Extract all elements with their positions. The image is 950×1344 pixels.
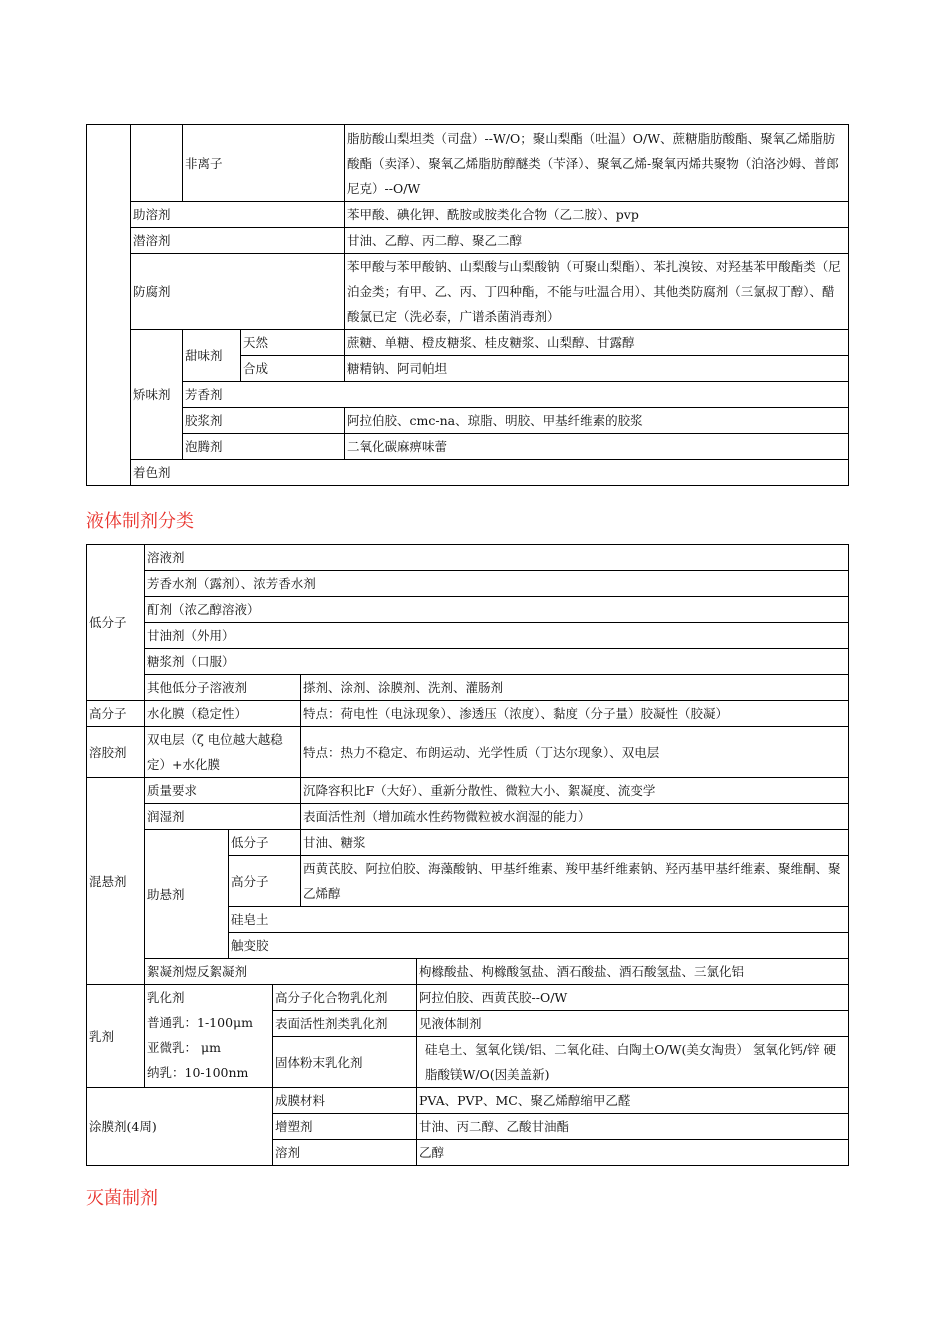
suspension-label: 混悬剂 (87, 778, 145, 985)
wetting-agent-label: 润湿剂 (145, 804, 301, 830)
table1-blank-cell (131, 125, 183, 202)
high-molecular-label: 高分子 (87, 701, 145, 727)
tincture-label: 酊剂（浓乙醇溶液） (145, 597, 849, 623)
synthetic-desc: 糖精钠、阿司帕坦 (345, 356, 849, 382)
solid-powder-emulsifier-desc: 硅皂土、氢氧化镁/铝、二氧化硅、白陶土O/W(美女淘贵） 氢氧化钙/锌 硬脂酸镁W/O(因美盖新) (417, 1037, 849, 1088)
bentonite-label: 硅皂土 (229, 907, 849, 933)
other-solution-label: 其他低分子溶液剂 (145, 675, 301, 701)
section-heading-sterile: 灭菌制剂 (86, 1188, 158, 1209)
emulsifier-cell (145, 985, 273, 1088)
synthetic-label: 合成 (241, 356, 345, 382)
emulsifier-label: 乳化剂 (147, 990, 185, 1005)
film-material-desc: PVA、PVP、MC、聚乙烯醇缩甲乙醛 (417, 1088, 849, 1114)
high-molecular-desc: 特点：荷电性（电泳现象）、渗透压（浓度）、黏度（分子量）胶凝性（胶凝） (301, 701, 849, 727)
natural-label: 天然 (241, 330, 345, 356)
polymer-emulsifier-label: 高分子化合物乳化剂 (273, 985, 417, 1011)
syrup-label: 糖浆剂（口服） (145, 649, 849, 675)
film-coating-label: 涂膜剂(4周) (87, 1088, 273, 1166)
other-solution-desc: 搽剂、涂剂、涂膜剂、洗剂、灌肠剂 (301, 675, 849, 701)
table1-left-cell (87, 125, 131, 486)
quality-desc: 沉降容积比F（大好）、重新分散性、微粒大小、絮凝度、流变学 (301, 778, 849, 804)
hydration-film-label: 水化膜（稳定性） (145, 701, 301, 727)
nano-emulsion-size: 纳乳：10-100nm (147, 1065, 249, 1080)
film-material-label: 成膜材料 (273, 1088, 417, 1114)
cosolvent-desc: 苯甲酸、碘化钾、酰胺或胺类化合物（乙二胺）、pvp (345, 202, 849, 228)
surfactant-emulsifier-desc: 见液体制剂 (417, 1011, 849, 1037)
section-heading-liquid: 液体制剂分类 (86, 511, 194, 532)
cosolvent-label: 助溶剂 (131, 202, 345, 228)
solvent-label: 溶剂 (273, 1140, 417, 1166)
effervescent-label: 泡腾剂 (183, 434, 345, 460)
solution-label: 溶液剂 (145, 545, 849, 571)
mucilage-label: 胶浆剂 (183, 408, 345, 434)
preservative-label: 防腐剂 (131, 254, 345, 330)
thixotropic-label: 触变胶 (229, 933, 849, 959)
sol-label: 溶胶剂 (87, 727, 145, 778)
susp-high-mol-desc: 西黄芪胶、阿拉伯胶、海藻酸钠、甲基纤维素、羧甲基纤维素钠、羟丙基甲基纤维素、聚维酮、聚乙烯醇 (301, 856, 849, 907)
flocculant-desc: 枸橼酸盐、枸橼酸氢盐、酒石酸盐、酒石酸氢盐、三氯化铝 (417, 959, 849, 985)
excipient-table (86, 124, 849, 486)
natural-desc: 蔗糖、单糖、橙皮糖浆、桂皮糖浆、山梨醇、甘露醇 (345, 330, 849, 356)
quality-label: 质量要求 (145, 778, 301, 804)
suspending-agent-label: 助悬剂 (145, 830, 229, 959)
low-molecular-label: 低分子 (87, 545, 145, 701)
effervescent-desc: 二氧化碳麻痹味蕾 (345, 434, 849, 460)
double-layer-label: 双电层（ζ 电位越大越稳定）+水化膜 (145, 727, 301, 778)
nonionic-desc: 脂肪酸山梨坦类（司盘）--W/O；聚山梨酯（吐温）O/W、蔗糖脂肪酸酯、聚氧乙烯脂肪酸酯（卖泽）、聚氧乙烯脂肪醇醚类（苄泽）、聚氧乙烯-聚氧丙烯共聚物（泊洛沙姆、普郎尼克）--O/W (345, 125, 849, 202)
latent-solvent-label: 潜溶剂 (131, 228, 345, 254)
liquid-preparation-table (86, 544, 849, 1166)
preservative-desc: 苯甲酸与苯甲酸钠、山梨酸与山梨酸钠（可聚山梨酯）、苯扎溴铵、对羟基苯甲酸酯类（尼泊金类；有甲、乙、丙、丁四种酯，不能与吐温合用）、其他类防腐剂（三氯叔丁醇）、醋酸氯已定（洗必泰，广谱杀菌消毒剂） (345, 254, 849, 330)
submicro-emulsion-size: 亚微乳： μm (147, 1040, 221, 1055)
aromatic-water-label: 芳香水剂（露剂）、浓芳香水剂 (145, 571, 849, 597)
susp-high-mol-label: 高分子 (229, 856, 301, 907)
solvent-desc: 乙醇 (417, 1140, 849, 1166)
plasticizer-label: 增塑剂 (273, 1114, 417, 1140)
aromatic-label: 芳香剂 (183, 382, 849, 408)
sweetener-label: 甜味剂 (183, 330, 241, 382)
colorant-label: 着色剂 (131, 460, 849, 486)
wetting-agent-desc: 表面活性剂（增加疏水性药物微粒被水润湿的能力） (301, 804, 849, 830)
polymer-emulsifier-desc: 阿拉伯胶、西黄芪胶--O/W (417, 985, 849, 1011)
flavoring-label: 矫味剂 (131, 330, 183, 460)
latent-solvent-desc: 甘油、乙醇、丙二醇、聚乙二醇 (345, 228, 849, 254)
solid-powder-emulsifier-label: 固体粉末乳化剂 (273, 1037, 417, 1088)
emulsion-label: 乳剂 (87, 985, 145, 1088)
flocculant-label: 絮凝剂煜反絮凝剂 (145, 959, 417, 985)
plasticizer-desc: 甘油、丙二醇、乙酸甘油酯 (417, 1114, 849, 1140)
sol-desc: 特点：热力不稳定、布朗运动、光学性质（丁达尔现象）、双电层 (301, 727, 849, 778)
glycerin-label: 甘油剂（外用） (145, 623, 849, 649)
susp-low-mol-label: 低分子 (229, 830, 301, 856)
common-emulsion-size: 普通乳：1-100μm (147, 1015, 254, 1030)
surfactant-emulsifier-label: 表面活性剂类乳化剂 (273, 1011, 417, 1037)
nonionic-label: 非离子 (183, 125, 345, 202)
susp-low-mol-desc: 甘油、糖浆 (301, 830, 849, 856)
mucilage-desc: 阿拉伯胶、cmc-na、琼脂、明胶、甲基纤维素的胶浆 (345, 408, 849, 434)
